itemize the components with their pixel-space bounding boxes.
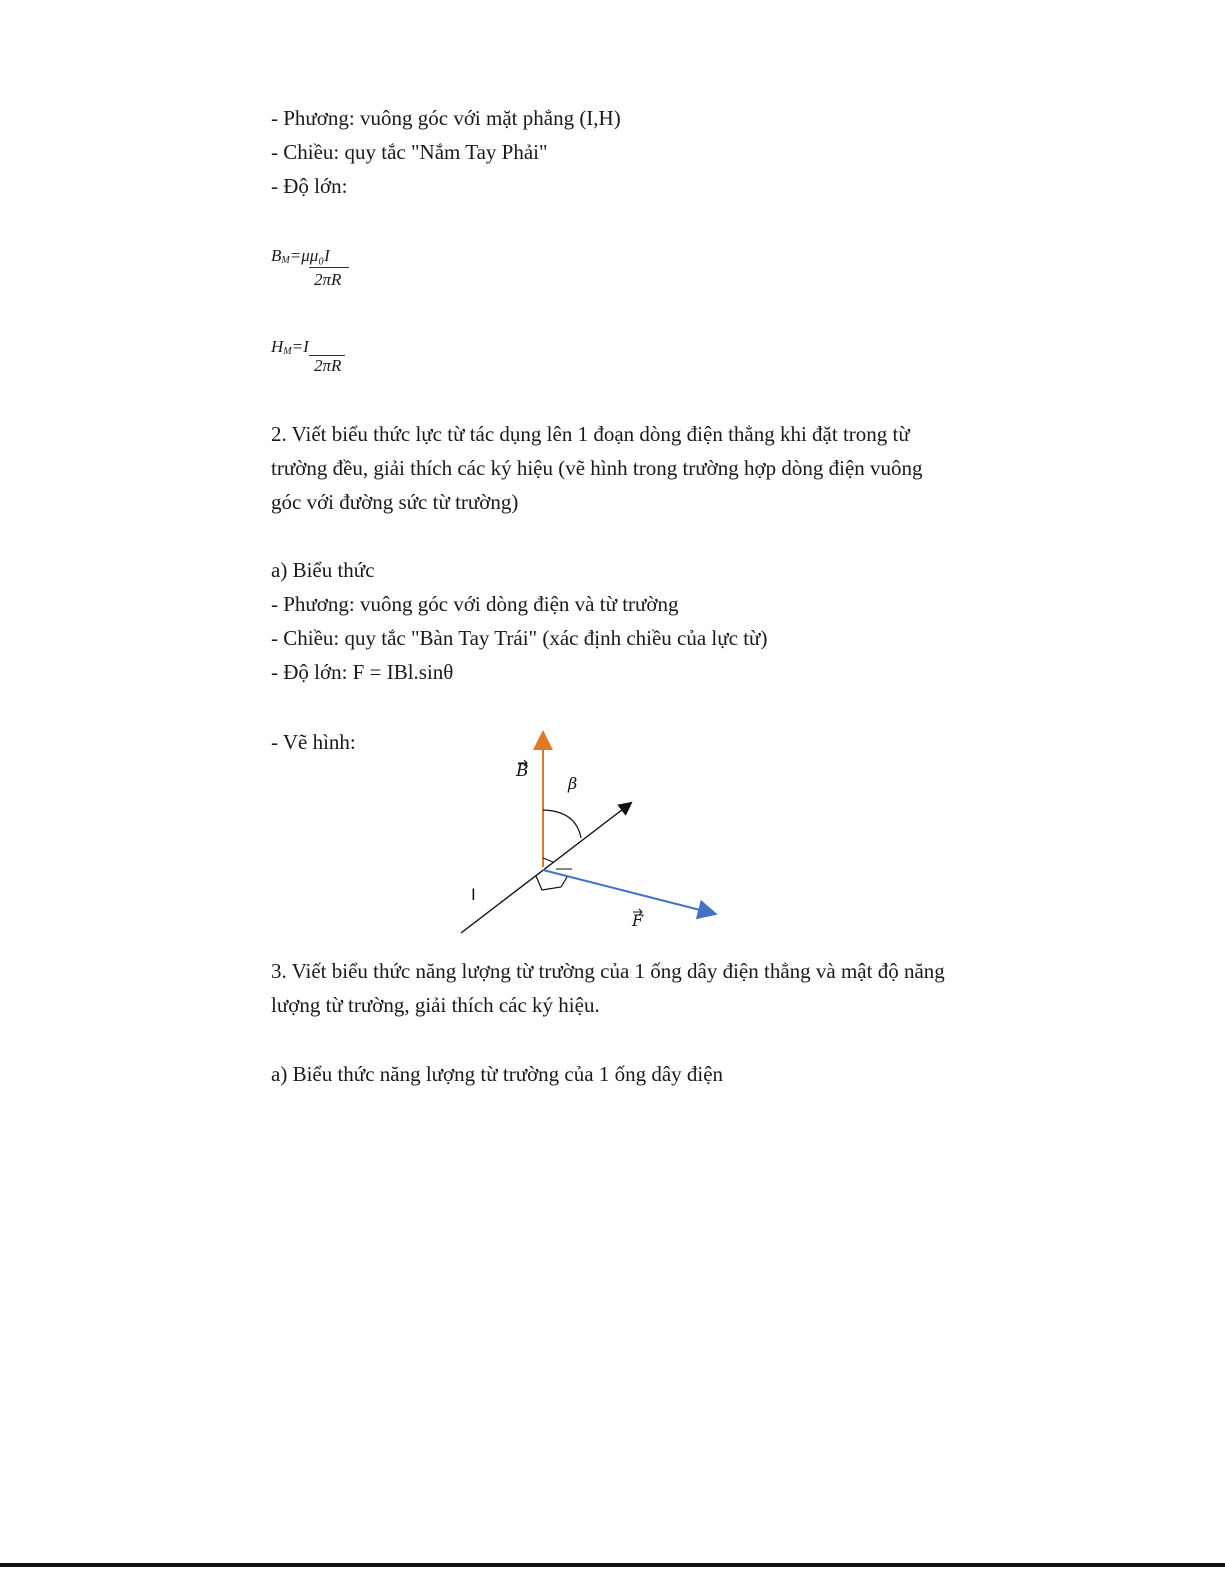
beta-arc <box>543 810 581 838</box>
right-angle-mark-b <box>543 858 553 862</box>
formula-bm-numerator: $B_M=\mu\mu_0I$ <box>271 246 330 266</box>
phuong-line-1: - Phương: vuông góc với mặt phẳng (I,H) <box>271 106 621 130</box>
label-i: I <box>471 885 476 904</box>
do-lon-line-1: - Độ lớn: <box>271 174 348 198</box>
label-beta: β <box>568 774 578 793</box>
question-2-line-3: góc với đường sức từ trường) <box>271 490 519 514</box>
answer-2-chieu: - Chiều: quy tắc "Bàn Tay Trái" (xác định chiều của lực từ) <box>271 626 768 650</box>
chieu-line-1: - Chiều: quy tắc "Nắm Tay Phải" <box>271 140 548 164</box>
force-diagram <box>440 722 730 937</box>
answer-2-do-lon: - Độ lớn: F = IBl.sinθ <box>271 660 454 684</box>
formula-hm-numerator: $H_M=I$ <box>271 337 309 357</box>
f-vector-line <box>543 870 708 912</box>
answer-2-heading: a) Biểu thức <box>271 558 375 582</box>
answer-3-heading: a) Biểu thức năng lượng từ trường của 1 ống dây điện <box>271 1062 724 1086</box>
label-b: B <box>516 761 529 781</box>
formula-bm-fraction-bar <box>309 267 349 268</box>
formula-bm-denominator: 2πR <box>314 270 342 289</box>
question-3-line-2: lượng từ trường, giải thích các ký hiệu. <box>271 993 600 1017</box>
answer-2-phuong: - Phương: vuông góc với dòng điện và từ trường <box>271 592 679 616</box>
question-3-line-1: 3. Viết biểu thức năng lượng từ trường của 1 ống dây điện thẳng và mật độ năng <box>271 959 945 983</box>
label-f: F <box>632 911 644 930</box>
question-2-line-1: 2. Viết biểu thức lực từ tác dụng lên 1 đoạn dòng điện thẳng khi đặt trong từ <box>271 422 910 446</box>
right-angle-mark-f <box>536 876 567 890</box>
formula-hm-denominator: 2πR <box>314 356 342 375</box>
answer-2-ve-hinh: - Vẽ hình: <box>271 730 356 754</box>
question-2-line-2: trường đều, giải thích các ký hiệu (vẽ hình trong trường hợp dòng điện vuông <box>271 456 923 480</box>
page-bottom-border <box>0 1563 1225 1567</box>
